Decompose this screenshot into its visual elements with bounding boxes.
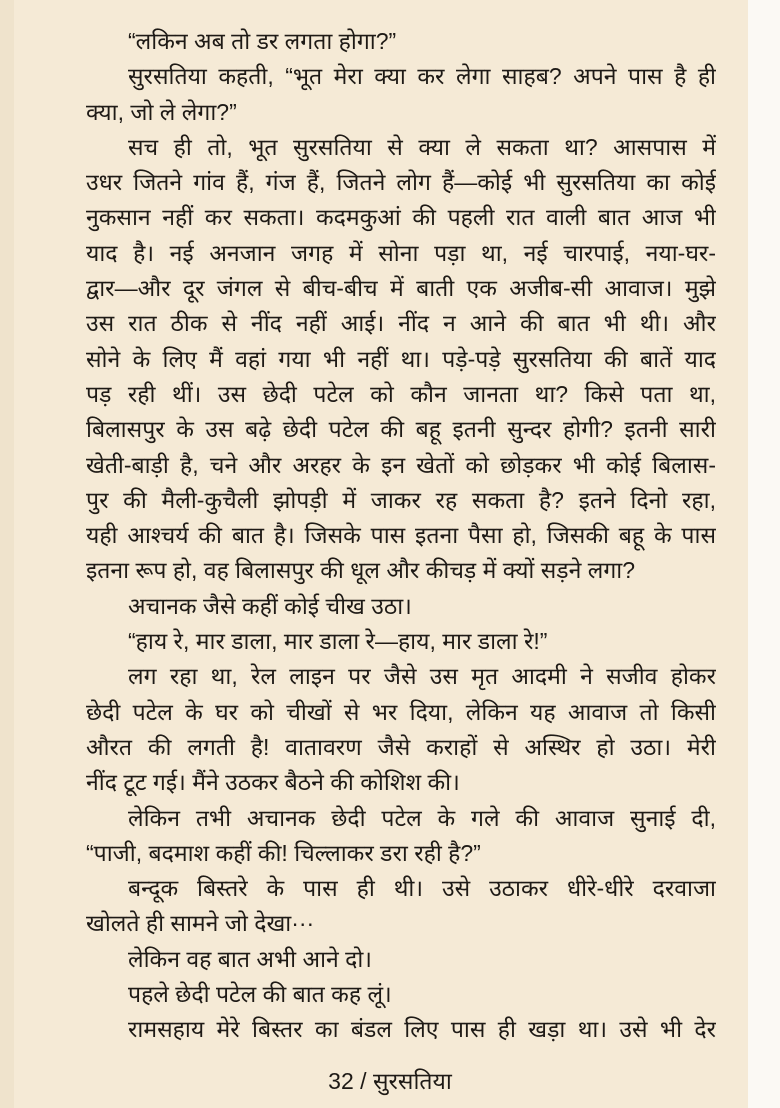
text-line: बिलासपुर के उस बढ़े छेदी पटेल की बहू इतनी सुन्दर होगी? इतनी सारी	[86, 416, 716, 443]
text-line: उस रात ठीक से नींद नहीं आई। नींद न आने की बात भी थी। और	[86, 310, 716, 337]
text-line: यही आश्चर्य की बात है। जिसके पास इतना पैसा हो, जिसकी बहू के पास	[86, 522, 716, 549]
text-line: पुर की मैली-कुचैली झोपड़ी में जाकर रह सकता है? इतने दिनो रहा,	[86, 486, 716, 513]
text-line: बन्दूक बिस्तरे के पास ही थी। उसे उठाकर धीरे-धीरे दरवाजा	[128, 875, 716, 902]
text-line: अचानक जैसे कहीं कोई चीख उठा।	[128, 592, 412, 619]
page-number: 32	[328, 1068, 354, 1094]
text-line: “लकिन अब तो डर लगता होगा?”	[128, 28, 397, 54]
text-line: पहले छेदी पटेल की बात कह लूं।	[128, 981, 392, 1008]
text-line: पड़ रही थीं। उस छेदी पटेल को कौन जानता था? किसे पता था,	[86, 380, 716, 407]
footer-separator: /	[360, 1068, 367, 1094]
text-line: सच ही तो, भूत सुरसतिया से क्या ले सकता था? आसपास में	[128, 133, 716, 160]
text-line: क्या, जो ले लेगा?”	[86, 98, 237, 125]
text-line: खोलते ही सामने जो देखा···	[86, 910, 315, 937]
text-line: लग रहा था, रेल लाइन पर जैसे उस मृत आदमी ने सजीव होकर	[128, 663, 716, 690]
text-line: द्वार—और दूर जंगल से बीच-बीच में बाती एक अजीब-सी आवाज। मुझे	[86, 275, 716, 302]
text-line: नींद टूट गई। मैंने उठकर बैठने की कोशिश की।	[86, 769, 460, 796]
text-line: औरत की लगती है! वातावरण जैसे कराहों से अस्थिर हो उठा। मेरी	[86, 733, 716, 760]
page-gutter	[0, 0, 14, 1108]
book-title: सुरसतिया	[372, 1068, 452, 1094]
text-line: रामसहाय मेरे बिस्तर का बंडल लिए पास ही खड़ा था। उसे भी देर	[128, 1016, 716, 1043]
text-line: उधर जितने गांव हैं, गंज हैं, जितने लोग हैं—कोई भी सुरसतिया का कोई	[86, 169, 716, 196]
text-line: “पाजी, बदमाश कहीं की! चिल्लाकर डरा रही है?”	[86, 839, 481, 866]
text-line: इतना रूप हो, वह बिलासपुर की धूल और कीचड़ में क्यों सड़ने लगा?	[86, 557, 636, 584]
text-line: सोने के लिए मैं वहां गया भी नहीं था। पड़े-पड़े सुरसतिया की बातें याद	[86, 345, 716, 372]
page-footer	[0, 1064, 780, 1096]
text-line: सुरसतिया कहती, “भूत मेरा क्या कर लेगा साहब? अपने पास है ही	[128, 63, 716, 90]
text-line: “हाय रे, मार डाला, मार डाला रे—हाय, मार डाला रे!”	[128, 628, 548, 655]
text-line: खेती-बाड़ी है, चने और अरहर के इन खेतों को छोड़कर भी कोई बिलास-	[86, 451, 716, 478]
text-line: नुकसान नहीं कर सकता। कदमकुआं की पहली रात वाली बात आज भी	[86, 204, 716, 231]
body-text	[86, 24, 716, 1048]
text-line: लेकिन वह बात अभी आने दो।	[128, 945, 372, 972]
text-line: याद है। नई अनजान जगह में सोना पड़ा था, नई चारपाई, नया-घर-	[86, 239, 716, 266]
text-line: लेकिन तभी अचानक छेदी पटेल के गले की आवाज सुनाई दी,	[128, 804, 716, 831]
text-line: छेदी पटेल के घर को चीखों से भर दिया, लेकिन यह आवाज तो किसी	[86, 698, 716, 725]
page-edge	[748, 0, 780, 1108]
